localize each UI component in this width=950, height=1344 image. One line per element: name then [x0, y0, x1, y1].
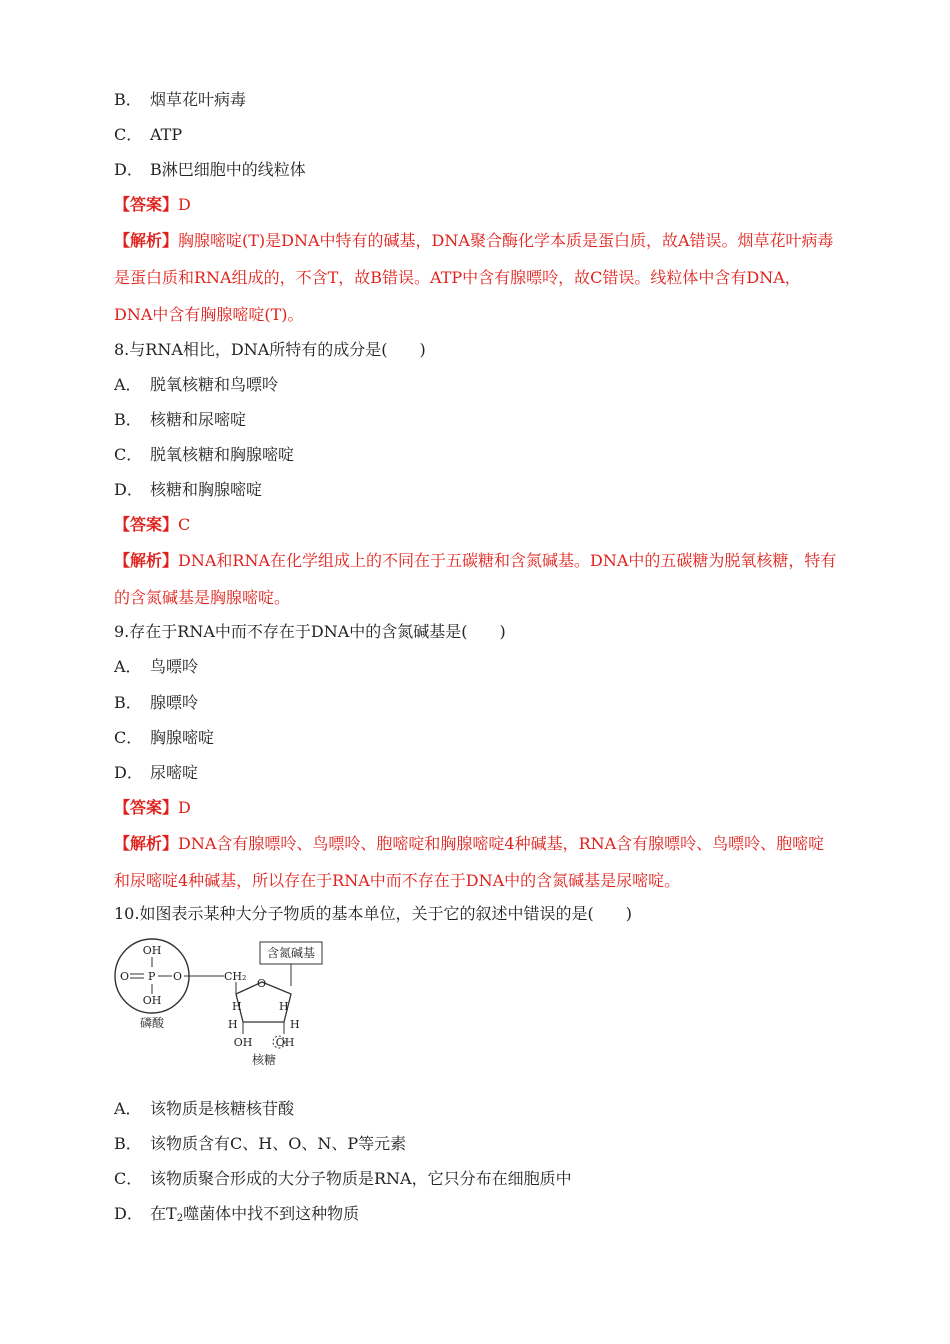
ring-oxygen: O: [257, 977, 267, 990]
q8-answer: 【答案】C: [114, 515, 191, 534]
q7-option-b: B． 烟草花叶病毒: [114, 90, 247, 109]
q8-option-d: D． 核糖和胸腺嘧啶: [114, 480, 263, 499]
q7-option-c: C． ATP: [114, 125, 183, 144]
q10-option-d: D． 在$T_2$噬菌体中找不到这种物质: [114, 1204, 360, 1224]
q9-stem: 9.存在于RNA中而不存在于DNA中的含氮碱基是( ): [114, 622, 506, 641]
h-c4: H: [232, 1000, 242, 1013]
q7-answer: 【答案】D: [114, 195, 191, 214]
q10-option-c: C． 该物质聚合形成的大分子物质是RNA，它只分布在细胞质中: [114, 1169, 572, 1188]
oh-c2: OH: [275, 1036, 295, 1049]
nucleotide-diagram: [112, 936, 332, 1072]
phosphate-o-right: O: [173, 970, 183, 983]
phosphate-oh-top: OH: [142, 944, 162, 957]
q9-analysis: 【解析】DNA含有腺嘌呤、鸟嘌呤、胞嘧啶和胸腺嘧啶4种碱基，RNA含有腺嘌呤、鸟嘌呤、胞嘧啶和尿嘧啶4种碱基，所以存在于RNA中而不存在于DNA中的含氮碱基是尿嘧啶。: [114, 834, 825, 890]
q7-option-d: D． B淋巴细胞中的线粒体: [114, 160, 306, 179]
q8-option-a: A． 脱氧核糖和鸟嘌呤: [114, 375, 279, 394]
phosphate-p: P: [148, 970, 156, 983]
sugar-ch2: CH₂: [224, 970, 247, 983]
q9-option-c: C． 胸腺嘧啶: [114, 728, 215, 747]
phosphate-o-left: O: [120, 970, 130, 983]
q10-stem: 10.如图表示某种大分子物质的基本单位，关于它的叙述中错误的是( ): [114, 904, 632, 923]
q8-option-c: C． 脱氧核糖和胸腺嘧啶: [114, 445, 295, 464]
h-c3: H: [228, 1018, 238, 1031]
q9-option-a: A． 鸟嘌呤: [114, 657, 199, 676]
h-c2: H: [290, 1018, 300, 1031]
q7-analysis: 【解析】胸腺嘧啶(T)是DNA中特有的碱基，DNA聚合酶化学本质是蛋白质，故A错误。烟草花叶病毒是蛋白质和RNA组成的，不含T，故B错误。ATP中含有腺嘌呤，故C错误。线粒体中含有DNA，DNA中含有胸腺嘧啶(T)。: [114, 231, 834, 324]
phosphate-oh-bottom: OH: [142, 994, 162, 1007]
q8-analysis: 【解析】DNA和RNA在化学组成上的不同在于五碳糖和含氮碱基。DNA中的五碳糖为脱氧核糖，特有的含氮碱基是胸腺嘧啶。: [114, 551, 837, 607]
q9-answer: 【答案】D: [114, 798, 191, 817]
phosphate-label: 磷酸: [139, 1016, 165, 1030]
base-label: 含氮碱基: [266, 946, 316, 960]
q10-option-b: B． 该物质含有C、H、O、N、P等元素: [114, 1134, 407, 1153]
q8-option-b: B． 核糖和尿嘧啶: [114, 410, 247, 429]
h-c1: H: [279, 1000, 289, 1013]
q9-option-b: B． 腺嘌呤: [114, 693, 199, 712]
q9-option-d: D． 尿嘧啶: [114, 763, 199, 782]
oh-c3: OH: [233, 1036, 253, 1049]
q8-stem: 8.与RNA相比，DNA所特有的成分是( ): [114, 340, 426, 359]
sugar-label: 核糖: [251, 1053, 277, 1067]
q10-option-a: A． 该物质是核糖核苷酸: [114, 1099, 295, 1118]
